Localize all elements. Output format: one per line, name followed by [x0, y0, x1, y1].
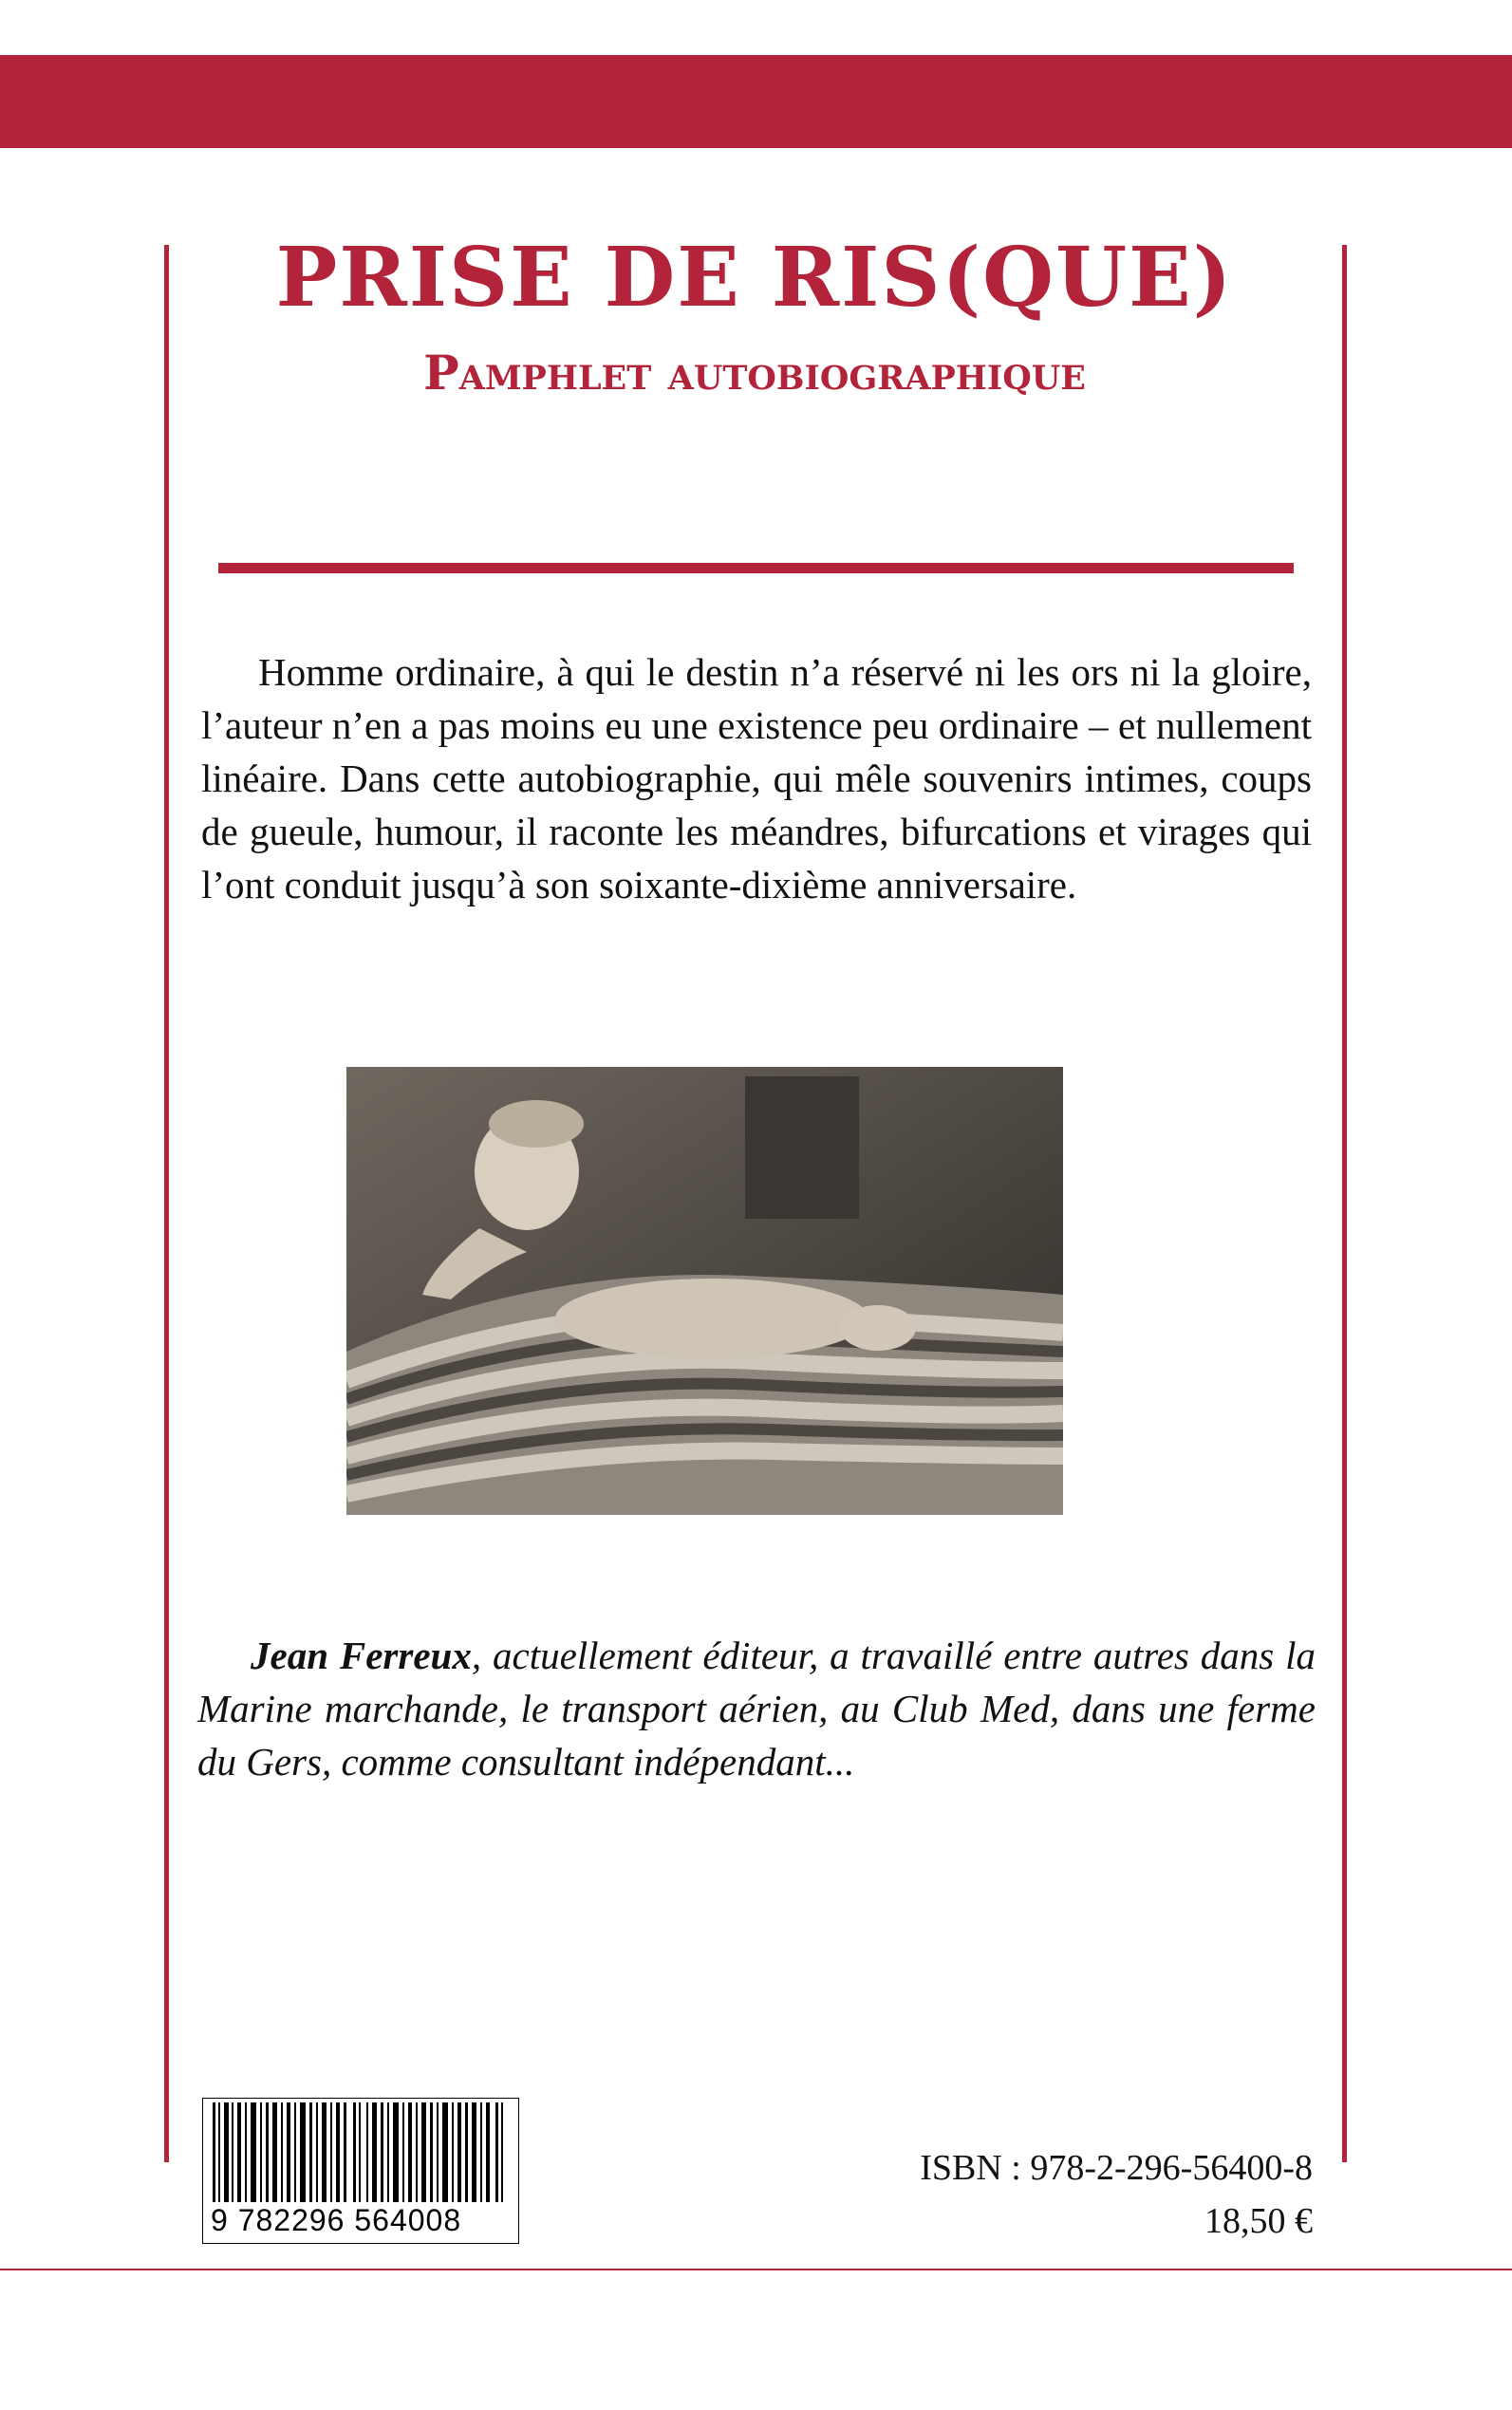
back-cover-blurb: Homme ordinaire, à qui le destin n’a réservé ni les ors ni la gloire, l’auteur n’en a pas moins eu une existence peu ordinaire – et nullement linéaire. Dans cette autobiographie, qui mêle souvenirs intimes, coups de gueule, humour, il raconte les méandres, bifurcations et virages qui l’ont conduit jusqu’à son soixante-dixième anniversaire.	[201, 650, 1312, 906]
author-name: Jean Ferreux	[251, 1634, 472, 1677]
right-vertical-rule	[1342, 245, 1347, 2162]
top-color-band	[0, 55, 1512, 148]
baby-photo	[346, 1067, 1063, 1515]
book-subtitle: Pamphlet autobiographique	[423, 345, 1086, 401]
price: 18,50 €	[1204, 2201, 1313, 2241]
book-title: PRISE DE RIS(QUE)	[275, 230, 1234, 326]
left-vertical-rule	[164, 245, 169, 2162]
barcode-digits: 9 782296 564008	[211, 2202, 514, 2238]
bottom-rule	[0, 2269, 1512, 2270]
author-bio	[197, 1629, 1316, 1788]
title-divider	[218, 563, 1294, 573]
author-bio-text: , actuellement éditeur, a travaillé entre autres dans la Marine marchande, le transport aérien, au Club Med, dans une ferme du Gers, comme consultant indépendant...	[197, 1634, 1316, 1784]
isbn: ISBN : 978-2-296-56400-8	[920, 2148, 1313, 2188]
